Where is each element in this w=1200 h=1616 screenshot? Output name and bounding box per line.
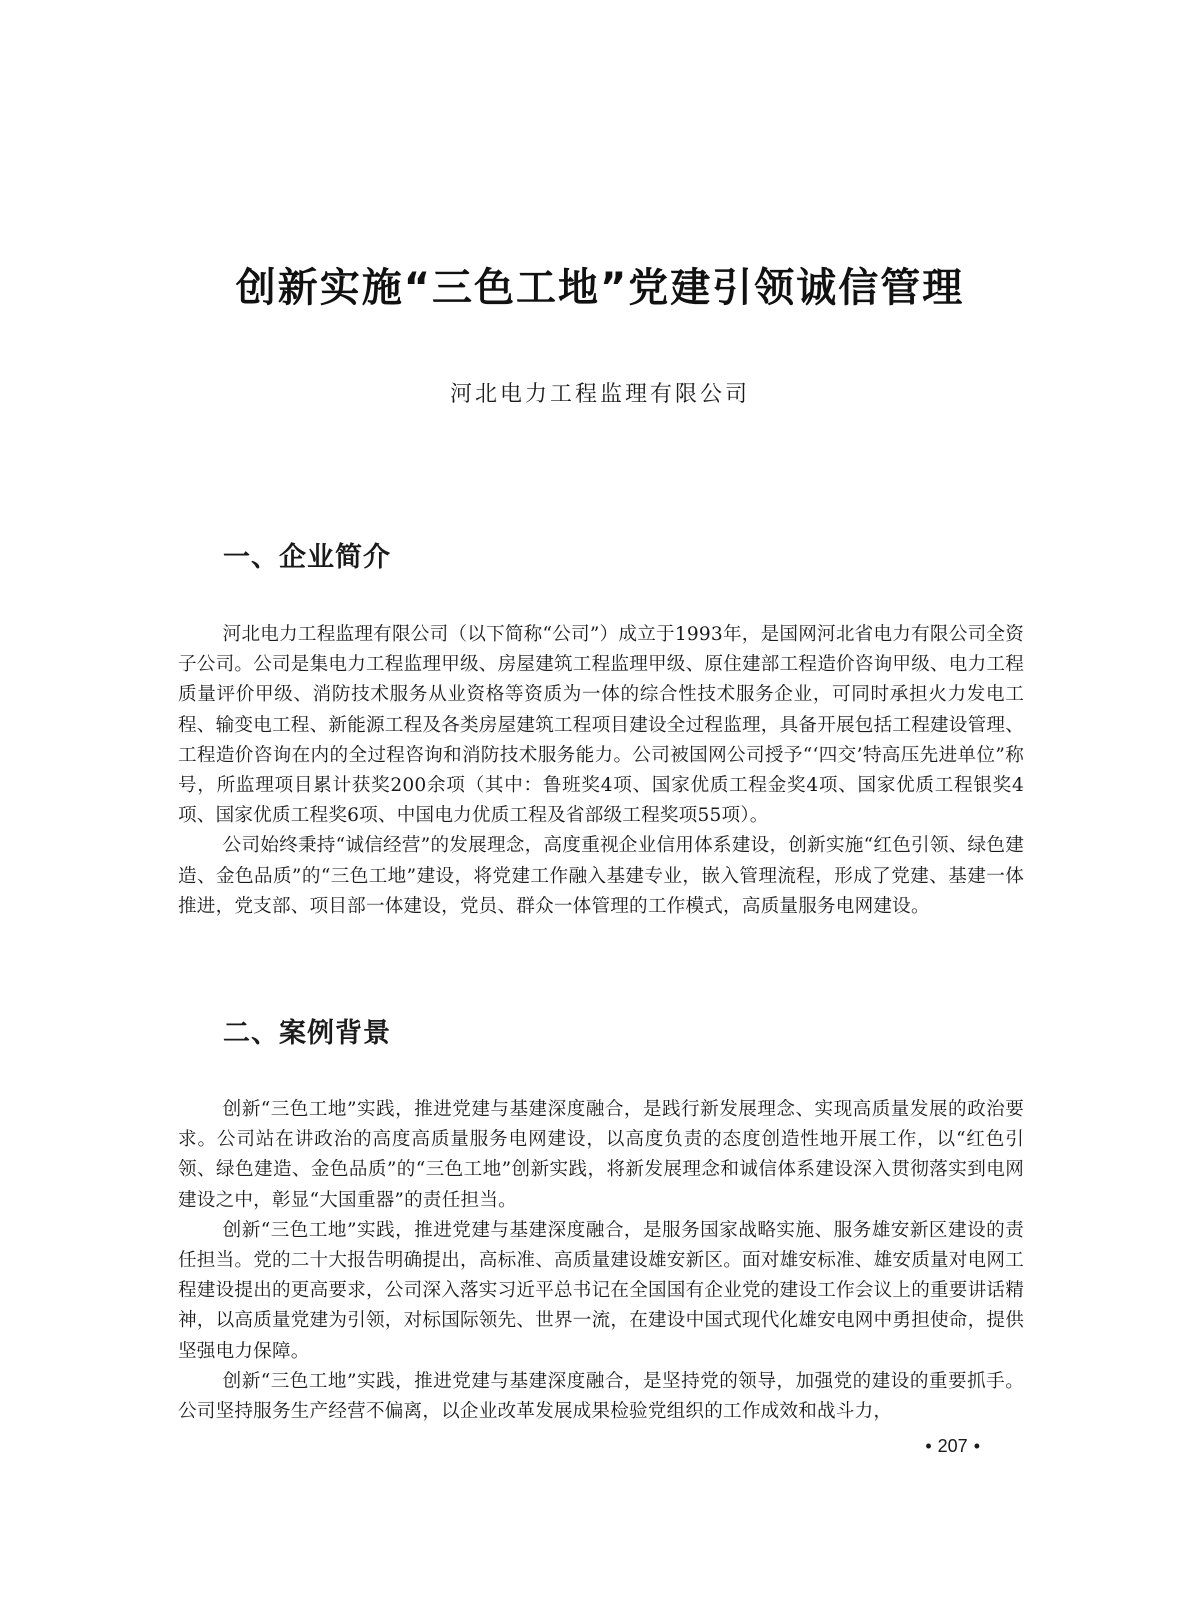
paragraph: 河北电力工程监理有限公司（以下简称“公司”）成立于1993年，是国网河北省电力有限公司全资子公司。公司是集电力工程监理甲级、房屋建筑工程监理甲级、原住建部工程造价咨询甲级、电力工程质量评价甲级、消防技术服务从业资格等资质为一体的综合性技术服务企业，可同时承担火力发电工程、输变电工程、新能源工程及各类房屋建筑工程项目建设全过程监理，具备开展包括工程建设管理、工程造价咨询在内的全过程咨询和消防技术服务能力。公司被国网公司授予“‘四交’特高压先进单位”称号，所监理项目累计获奖200余项（其中：鲁班奖4项、国家优质工程金奖4项、国家优质工程银奖4项、国家优质工程奖6项、中国电力优质工程及省部级工程奖项55项）。 (178, 624, 1024, 827)
paragraph: 公司始终秉持“诚信经营”的发展理念，高度重视企业信用体系建设，创新实施“红色引领、绿色建造、金色品质”的“三色工地”建设，将党建工作融入基建专业，嵌入管理流程，形成了党建、基建一体推进，党支部、项目部一体建设，党员、群众一体管理的工作模式，高质量服务电网建设。 (178, 835, 1024, 917)
page-number (919, 1434, 986, 1458)
section-heading-case-background: 二、案例背景 (223, 1018, 391, 1049)
organization-name: 河北电力工程监理有限公司 (449, 382, 750, 407)
bullet-dot-icon: • (973, 1436, 980, 1456)
paragraph: 创新“三色工地”实践，推进党建与基建深度融合，是坚持党的领导，加强党的建设的重要抓手。公司坚持服务生产经营不偏离，以企业改革发展成果检验党组织的工作成效和战斗力， (178, 1370, 1024, 1423)
section-body-company-profile (178, 620, 1024, 922)
section-heading-company-profile: 一、企业简介 (223, 542, 391, 573)
bullet-dot-icon: • (925, 1436, 932, 1456)
page-number-value: 207 (937, 1436, 968, 1456)
section-body-case-background (178, 1095, 1024, 1427)
paragraph: 创新“三色工地”实践，推进党建与基建深度融合，是践行新发展理念、实现高质量发展的政治要求。公司站在讲政治的高度高质量服务电网建设，以高度负责的态度创造性地开展工作，以“红色引领、绿色建造、金色品质”的“三色工地”创新实践，将新发展理念和诚信体系建设深入贯彻落实到电网建设之中，彰显“大国重器”的责任担当。 (178, 1099, 1024, 1211)
paragraph: 创新“三色工地”实践，推进党建与基建深度融合，是服务国家战略实施、服务雄安新区建设的责任担当。党的二十大报告明确提出，高标准、高质量建设雄安新区。面对雄安标准、雄安质量对电网工程建设提出的更高要求，公司深入落实习近平总书记在全国国有企业党的建设工作会议上的重要讲话精神，以高质量党建为引领，对标国际领先、世界一流，在建设中国式现代化雄安电网中勇担使命，提供坚强电力保障。 (178, 1219, 1024, 1362)
page-title: 创新实施“三色工地”党建引领诚信管理 (235, 265, 965, 311)
